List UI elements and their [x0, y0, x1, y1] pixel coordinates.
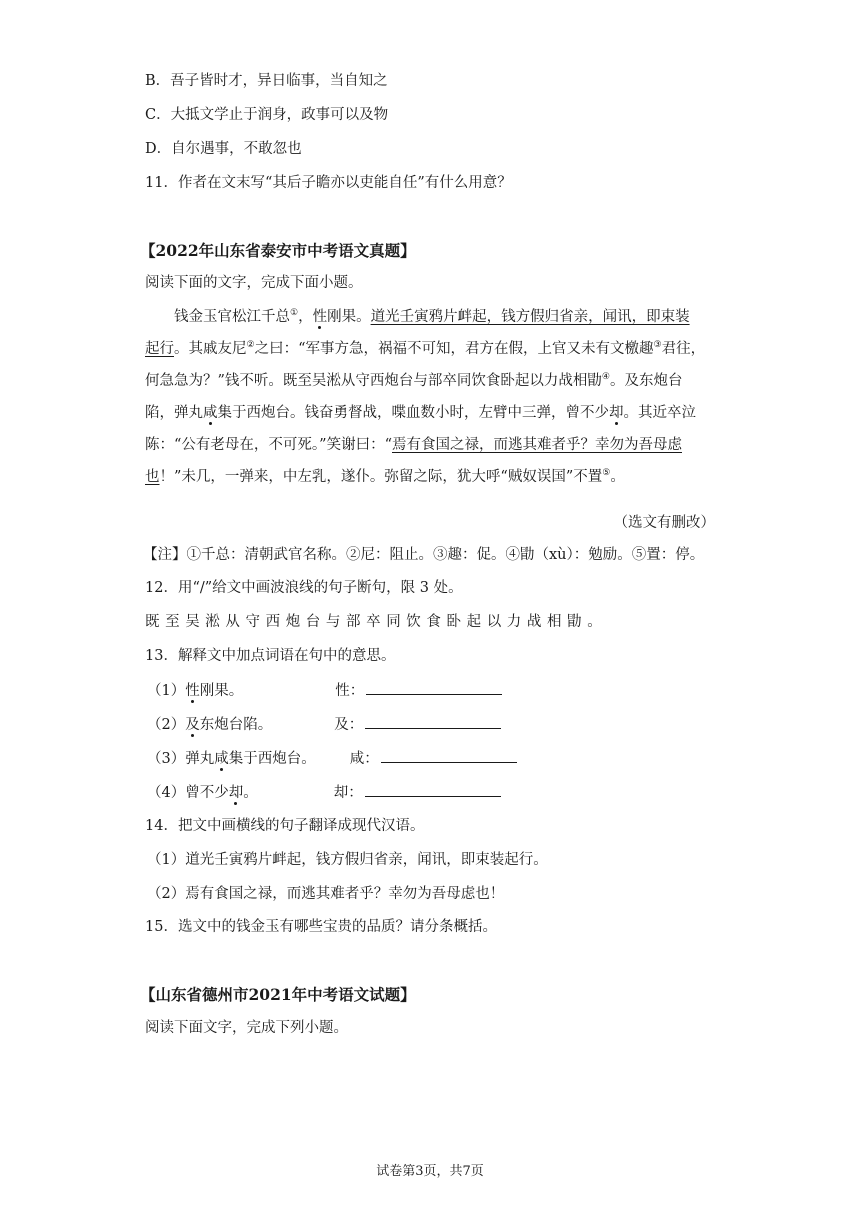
underlined-sentence-2: 焉有食国之禄，而逃其难者乎？幸勿为吾母虑 — [392, 437, 682, 453]
option-d: D．自尔遇事，不敢忽也 — [145, 141, 302, 157]
question-14: 14．把文中画横线的句子翻译成现代汉语。 — [145, 818, 425, 834]
answer-blank[interactable] — [365, 782, 501, 797]
q13-item-4 — [147, 782, 501, 803]
underlined-sentence-2-end: 也 — [145, 469, 160, 485]
passage-text: ！”未几，一弹来，中左乳，遂仆。弥留之际，犹大呼“贼奴误国”不置 — [159, 469, 603, 485]
dotted-word-xing: 性 — [312, 309, 328, 325]
passage-text: 刚果。 — [327, 309, 371, 325]
item-prefix: （4）曾不少 — [147, 785, 229, 801]
dotted-word-que: 却 — [609, 405, 624, 421]
section-heading-dezhou: 【山东省德州市2021年中考语文试题】 — [140, 985, 416, 1004]
section-instruction: 阅读下面的文字，完成下面小题。 — [145, 275, 363, 291]
underlined-sentence-1-end: 起行 — [145, 341, 174, 357]
passage-text: 。及 — [610, 373, 639, 389]
question-11: 11．作者在文末写“其后子瞻亦以吏能自任”有什么用意？ — [145, 175, 512, 191]
answer-label: 咸： — [349, 751, 379, 767]
passage-text: 陷，弹丸 — [145, 405, 203, 421]
source-note: （选文有删改） — [613, 515, 715, 531]
passage-text: 之曰：“军事方急，祸福不可知，君方在假，上官又未有文檄趣 — [254, 341, 654, 357]
q14-item-2: （2）焉有食国之禄，而逃其难者乎？幸勿为吾母虑也！ — [147, 886, 505, 902]
note-marker-4: ④ — [601, 372, 610, 383]
dotted-word: 咸 — [214, 751, 229, 767]
dotted-word-xian: 咸 — [203, 405, 218, 421]
question-15: 15．选文中的钱金玉有哪些宝贵的品质？请分条概括。 — [145, 919, 497, 935]
note-marker-3: ③ — [653, 340, 662, 351]
passage-text: 陈：“公有老母在，不可死。”笑谢曰：“ — [145, 437, 392, 453]
section-heading-taian: 【2022年山东省泰安市中考语文真题】 — [140, 241, 416, 260]
item-text: 东炮台陷。 — [199, 717, 273, 733]
question-12: 12．用“/”给文中画波浪线的句子断句，限 3 处。 — [145, 580, 463, 596]
q13-item-2 — [147, 714, 501, 735]
passage-text: 。其戚友尼 — [174, 341, 247, 357]
item-prefix: （2） — [147, 717, 186, 733]
passage-text: 东炮台 — [639, 373, 683, 389]
underlined-sentence-1: 道光壬寅鸦片衅起，钱方假归省亲，闻讯，即束装 — [370, 309, 690, 325]
item-text: 。 — [243, 785, 258, 801]
option-b: B．吾子皆时才，异日临事，当自知之 — [145, 73, 388, 89]
q14-item-1: （1）道光壬寅鸦片衅起，钱方假归省亲，闻讯，即束装起行。 — [147, 852, 548, 868]
passage-text: 。其近卒泣 — [623, 405, 696, 421]
item-text: 集于西炮台。 — [228, 751, 316, 767]
passage-text: 钱金玉官松江千总 — [174, 309, 290, 325]
note-marker-5: ⑤ — [602, 468, 611, 479]
question-13: 13．解释文中加点词语在句中的意思。 — [145, 648, 396, 664]
section-instruction: 阅读下面文字，完成下列小题。 — [145, 1020, 348, 1036]
answer-label: 却： — [333, 785, 363, 801]
q13-item-3 — [147, 748, 517, 769]
classical-passage: 钱金玉官松江千总①，性刚果。道光壬寅鸦片衅起，钱方假归省亲，闻讯，即束装 起行。其戚友尼②之曰：“军事方急，祸福不可知，君方在假，上官又未有文檄趣③君往， 何急急为？”钱不听。既至吴淞从守西炮台与部卒同饮食卧起以力战相勖④。及东炮台 陷，弹丸咸集于西炮台。钱奋勇督战，喋血数小时，左臂中三弹，曾不少却。其近卒泣 陈：“公有老母在，不可死。”笑谢曰：“焉有食国之禄，而逃其难者乎？幸勿为吾母虑 也！”未几，一弹来，中左乳，遂仆。弥留之际，犹大呼“贼奴误国”不置⑤。 — [145, 308, 706, 485]
item-prefix: （1） — [147, 683, 186, 699]
answer-label: 性： — [335, 683, 365, 699]
question-12-sentence: 既至吴淞从守西炮台与部卒同饮食卧起以力战相勖。 — [145, 614, 608, 630]
answer-label: 及： — [334, 717, 364, 733]
note-marker-2: ② — [246, 340, 255, 351]
annotations: 【注】①千总：清朝武官名称。②尼：阻止。③趣：促。④勖（xù）：勉励。⑤置：停。 — [143, 547, 705, 563]
item-text: 刚果。 — [199, 683, 244, 699]
passage-text: 何急急为？”钱不听。既至吴淞从守西炮台与部卒同饮食卧起以力战相勖 — [145, 373, 602, 389]
item-prefix: （3）弹丸 — [147, 751, 215, 767]
note-marker-1: ① — [290, 308, 299, 319]
dotted-word: 及 — [185, 717, 200, 733]
passage-text: 集于西炮台。钱奋勇督战，喋血数小时，左臂中三弹，曾不少 — [217, 405, 609, 421]
passage-text: 。 — [610, 469, 625, 485]
answer-blank[interactable] — [381, 748, 517, 763]
page-footer: 试卷第3页，共7页 — [376, 1164, 484, 1179]
dotted-word: 却 — [228, 785, 244, 801]
passage-text: 君往， — [661, 341, 706, 357]
answer-blank[interactable] — [366, 680, 502, 695]
dotted-word: 性 — [185, 683, 200, 699]
option-c: C．大抵文学止于润身，政事可以及物 — [145, 107, 389, 123]
answer-blank[interactable] — [365, 714, 501, 729]
q13-item-1 — [147, 680, 502, 701]
